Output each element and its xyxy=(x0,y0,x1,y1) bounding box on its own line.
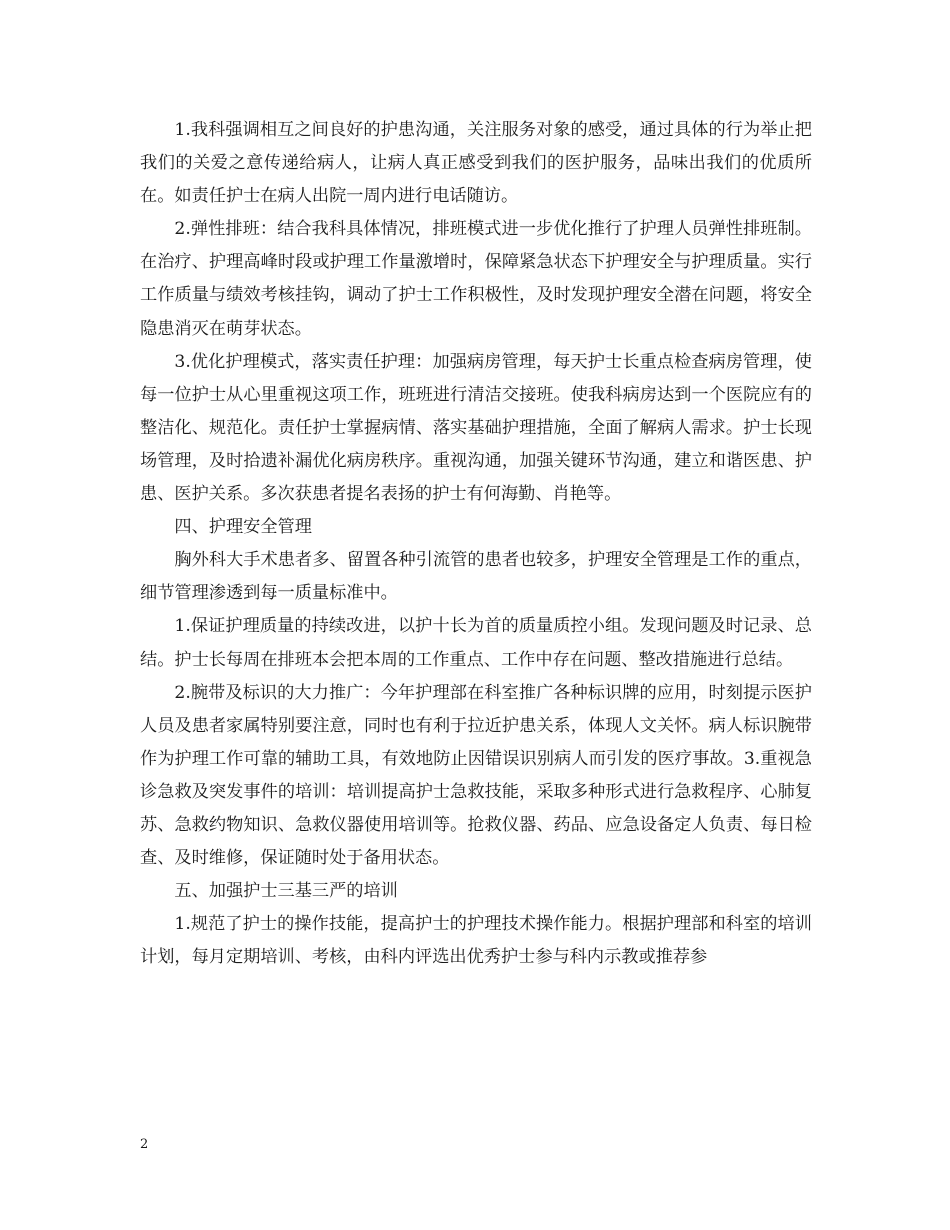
paragraph-skills-training: 1.规范了护士的操作技能，提高护士的护理技术操作能力。根据护理部和科室的培训计划，每月定期培训、考核，由科内评选出优秀护士参与科内示教或推荐参 xyxy=(140,914,812,968)
paragraph-quality-control: 1.保证护理质量的持续改进，以护十长为首的质量质控小组。发现问题及时记录、总结。护士长每周在排班本会把本周的工作重点、工作中存在问题、整改措施进行总结。 xyxy=(140,616,812,670)
section-heading-safety: 四、护理安全管理 xyxy=(174,517,312,538)
paragraph-flexible-scheduling: 2.弹性排班：结合我科具体情况，排班模式进一步优化推行了护理人员弹性排班制。在治疗、护理高峰时段或护理工作量激增时，保障紧急状态下护理安全与护理质量。实行工作质量与绩效考核挂钩，调动了护士工作积极性，及时发现护理安全潜在问题，将安全隐患消灭在萌芽状态。 xyxy=(140,219,812,339)
page-number: 2 xyxy=(140,1137,149,1152)
paragraph-wristband-training: 2.腕带及标识的大力推广：今年护理部在科室推广各种标识牌的应用，时刻提示医护人员及患者家属特别要注意，同时也有利于拉近护患关系，体现人文关怀。病人标识腕带作为护理工作可靠的辅助工具，有效地防止因错误识别病人而引发的医疗事故。3.重视急诊急救及突发事件的培训：培训提高护士急救技能，采取多种形式进行急救程序、心肺复苏、急救约物知识、急救仪器使用培训等。抢救仪器、药品、应急设备定人负责、每日检查、及时维修，保证随时处于备用状态。 xyxy=(140,682,812,869)
document-body xyxy=(140,114,812,974)
paragraph-safety-intro: 胸外科大手术患者多、留置各种引流管的患者也较多，护理安全管理是工作的重点，细节管理渗透到每一质量标准中。 xyxy=(140,550,812,604)
paragraph-nursing-model: 3.优化护理模式，落实责任护理：加强病房管理，每天护士长重点检查病房管理，使每一位护士从心里重视这项工作，班班进行清洁交接班。使我科病房达到一个医院应有的整洁化、规范化。责任护士掌握病情、落实基础护理措施，全面了解病人需求。护士长现场管理，及时拾遗补漏优化病房秩序。重视沟通，加强关键环节沟通，建立和谐医患、护患、医护关系。多次获患者提名表扬的护士有何海勤、肖艳等。 xyxy=(140,351,812,505)
paragraph-communication: 1.我科强调相互之间良好的护患沟通，关注服务对象的感受，通过具体的行为举止把我们的关爱之意传递给病人，让病人真正感受到我们的医护服务，品味出我们的优质所在。如责任护士在病人出院一周内进行电话随访。 xyxy=(140,120,812,207)
section-heading-training: 五、加强护士三基三严的培训 xyxy=(174,881,398,902)
